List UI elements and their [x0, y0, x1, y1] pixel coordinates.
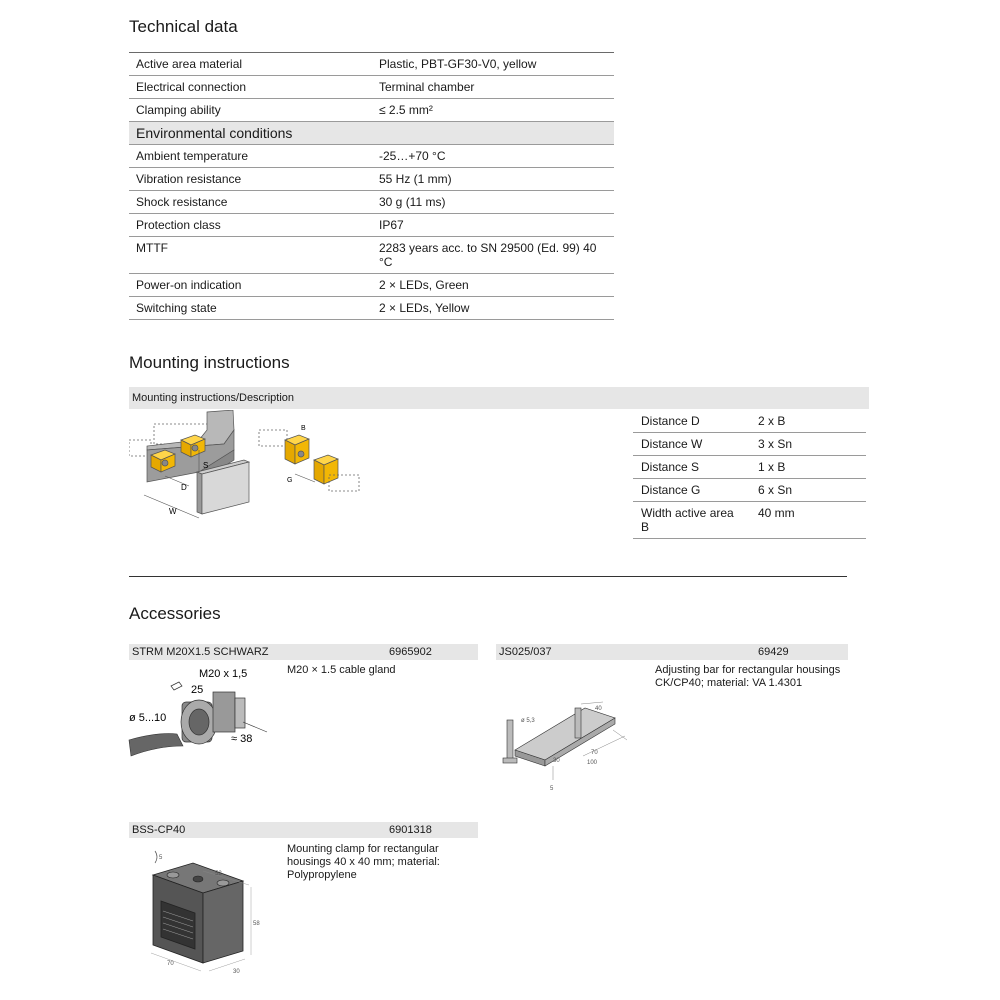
accessory-header-bss	[129, 822, 478, 838]
spec-row	[129, 145, 614, 168]
section-row	[129, 122, 614, 145]
spec-key: MTTF	[129, 237, 372, 274]
accessory-id: 6901318	[389, 824, 432, 836]
mounting-diagram-flush	[129, 410, 379, 520]
dim-30-label: 30	[553, 758, 560, 764]
spec-row	[129, 99, 614, 122]
dim-40-label: 40	[595, 706, 602, 712]
dim-hole-label: ø 5,3	[521, 718, 535, 724]
spec-value: 2 × LEDs, Green	[372, 274, 614, 297]
dim-d-label: D	[181, 483, 187, 492]
spec-row	[129, 274, 614, 297]
spec-value: -25…+70 °C	[372, 145, 614, 168]
spec-row	[129, 297, 614, 320]
spec-key: Switching state	[129, 297, 372, 320]
spec-value: IP67	[372, 214, 614, 237]
dim-70-label: 70	[591, 750, 598, 756]
dim-58-label: 58	[253, 921, 260, 927]
spec-row	[129, 237, 614, 274]
accessory-description: Mounting clamp for rectangular housings 40 x 40 mm; material: Polypropylene	[287, 843, 440, 881]
spec-key: Shock resistance	[129, 191, 372, 214]
dim-30-label: 30	[233, 969, 240, 975]
dim-b-label: B	[301, 425, 306, 432]
accessory-description: M20 × 1.5 cable gland	[287, 664, 396, 676]
distance-value: 3 x Sn	[750, 433, 866, 456]
spec-key: Ambient temperature	[129, 145, 372, 168]
dim-w-label: W	[169, 507, 177, 516]
spec-row	[129, 191, 614, 214]
spec-key: Protection class	[129, 214, 372, 237]
accessory-header-js025	[496, 644, 848, 660]
accessory-name: JS025/037	[499, 646, 552, 658]
length-label: ≈ 38	[231, 733, 253, 745]
distance-value: 2 x B	[750, 410, 866, 433]
distance-key: Distance D	[633, 410, 750, 433]
distance-key: Distance G	[633, 479, 750, 502]
spec-row	[129, 168, 614, 191]
diameter-label: ø 5...10	[129, 712, 167, 724]
distance-key: Distance S	[633, 456, 750, 479]
spec-value: 2283 years acc. to SN 29500 (Ed. 99) 40 °C	[372, 237, 614, 274]
accessory-header-strm	[129, 644, 478, 660]
mounting-clamp-drawing	[133, 845, 273, 980]
dim-g-label: G	[287, 477, 293, 484]
spec-row	[129, 76, 614, 99]
spec-value: ≤ 2.5 mm²	[372, 99, 614, 122]
thread-label: M20 x 1,5	[199, 668, 248, 680]
section-divider	[129, 576, 847, 577]
dim-s-label: S	[203, 461, 209, 470]
spec-value: 55 Hz (1 mm)	[372, 168, 614, 191]
dim-100-label: 100	[587, 760, 598, 766]
accessories-heading: Accessories	[129, 604, 221, 623]
accessory-name: BSS-CP40	[132, 824, 186, 836]
spec-key: Vibration resistance	[129, 168, 372, 191]
accessory-id: 69429	[758, 646, 789, 658]
technical-data-heading: Technical data	[129, 17, 238, 36]
dim-5-label: 5	[550, 786, 554, 792]
accessory-id: 6965902	[389, 646, 432, 658]
distance-value: 1 x B	[750, 456, 866, 479]
dim-70-label: 70	[167, 961, 174, 967]
spec-row	[129, 53, 614, 76]
spec-key: Clamping ability	[129, 99, 372, 122]
distance-row	[633, 502, 866, 539]
spec-value: 30 g (11 ms)	[372, 191, 614, 214]
accessory-description: Adjusting bar for rectangular housings CK/CP40; material: VA 1.4301	[655, 664, 841, 689]
cable-gland-drawing	[127, 662, 277, 766]
section-label: Environmental conditions	[129, 122, 614, 145]
spec-row	[129, 214, 614, 237]
wrench-label: 25	[191, 684, 204, 696]
spec-value: 2 × LEDs, Yellow	[372, 297, 614, 320]
distance-key: Width active area B	[633, 502, 750, 539]
distance-key: Distance W	[633, 433, 750, 456]
distance-row	[633, 410, 866, 433]
mounting-heading: Mounting instructions	[129, 353, 290, 372]
technical-data-table	[129, 52, 614, 320]
distance-row	[633, 433, 866, 456]
distance-row	[633, 456, 866, 479]
mounting-description-bar: Mounting instructions/Description	[129, 387, 869, 409]
adjusting-bar-drawing	[495, 700, 640, 795]
dim-52-label: 52	[215, 871, 222, 877]
spec-key: Power-on indication	[129, 274, 372, 297]
dim-5-label: 5	[159, 855, 163, 861]
distance-table	[633, 410, 866, 539]
distance-value: 40 mm	[750, 502, 866, 539]
accessory-name: STRM M20X1.5 SCHWARZ	[132, 646, 269, 658]
distance-value: 6 x Sn	[750, 479, 866, 502]
spec-key: Electrical connection	[129, 76, 372, 99]
spec-value: Terminal chamber	[372, 76, 614, 99]
distance-row	[633, 479, 866, 502]
spec-value: Plastic, PBT-GF30-V0, yellow	[372, 53, 614, 76]
spec-key: Active area material	[129, 53, 372, 76]
